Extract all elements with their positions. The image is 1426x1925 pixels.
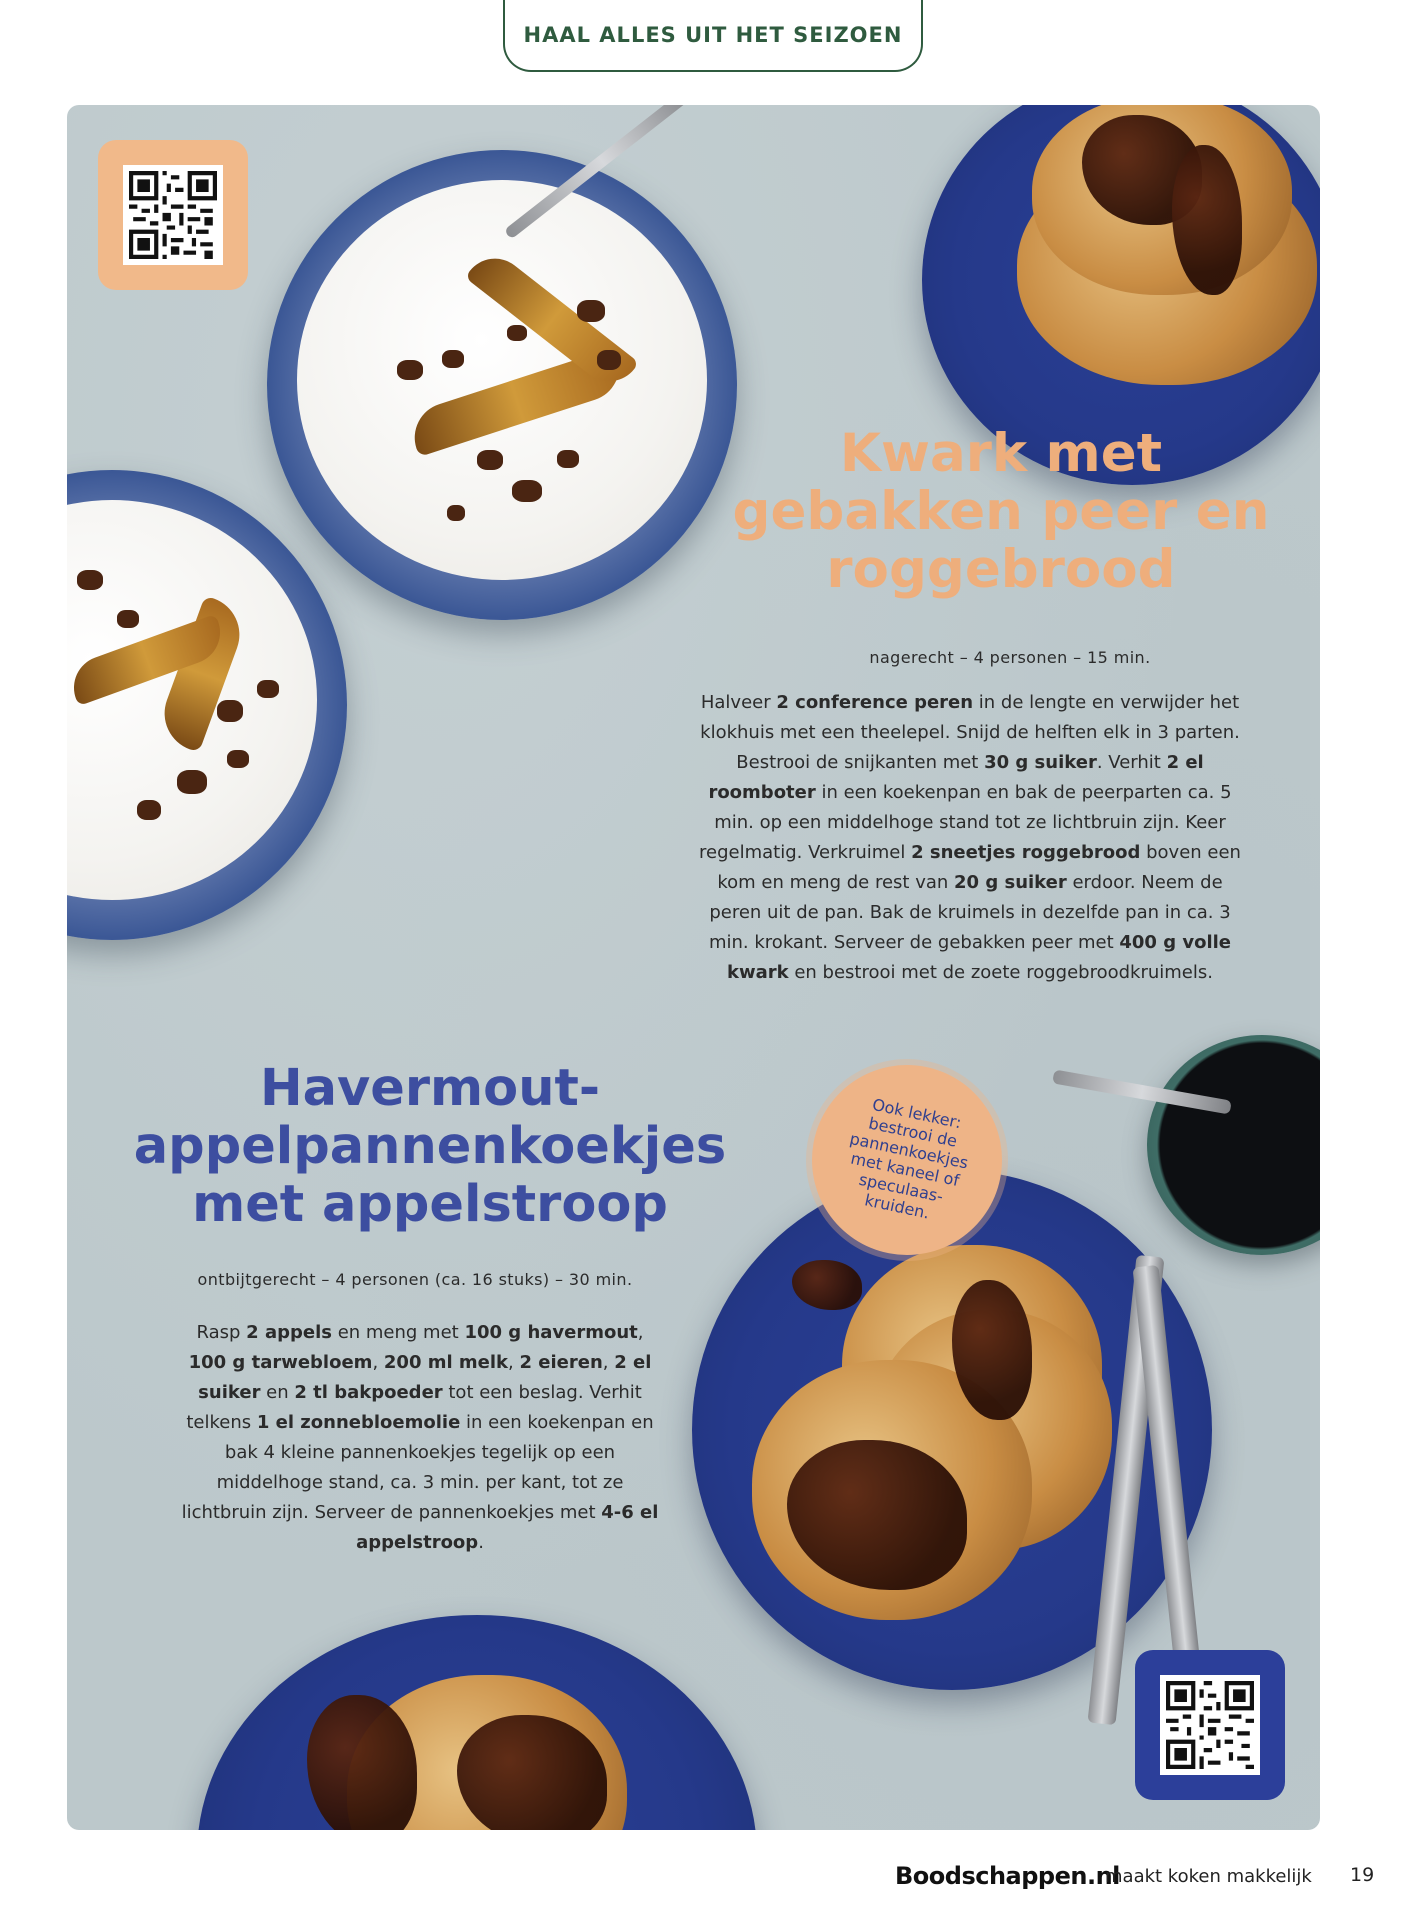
ingredient-bold: 200 ml melk xyxy=(383,1352,509,1373)
body-text-segment: en xyxy=(260,1382,295,1403)
ingredient-bold: 4-6 el appelstroop xyxy=(356,1502,659,1553)
body-text-segment: Rasp xyxy=(196,1322,247,1343)
qr-code-bottom[interactable] xyxy=(1135,1650,1285,1800)
recipe1-meta: nagerecht – 4 personen – 15 min. xyxy=(869,648,1151,667)
body-text-segment: . Verhit xyxy=(1096,752,1167,773)
body-text-segment: in een koekenpan en bak 4 kleine pannenkoekjes tegelijk op een middelhoge stand, ca. 3 min. per kant, tot ze lichtbruin zijn. Serveer de pannenkoekjes met xyxy=(181,1412,654,1523)
ingredient-bold: 2 tl bakpoeder xyxy=(294,1382,443,1403)
ingredient-bold: 20 g suiker xyxy=(954,872,1067,893)
ingredient-bold: 2 appels xyxy=(246,1322,332,1343)
body-text-segment: en meng met xyxy=(331,1322,465,1343)
body-text-segment: , xyxy=(372,1352,384,1373)
recipe1-body xyxy=(690,688,1250,988)
ingredient-bold: 2 eieren xyxy=(519,1352,603,1373)
kwark-bowl-top xyxy=(267,150,737,620)
recipe1-title: Kwark met gebakken peer en roggebrood xyxy=(732,423,1270,600)
body-text-segment: , xyxy=(508,1352,520,1373)
ingredient-bold: 30 g suiker xyxy=(984,752,1097,773)
ingredient-bold: 100 g tarwebloem xyxy=(188,1352,373,1373)
ingredient-bold: 2 el roomboter xyxy=(708,752,1204,803)
footer-tagline: maakt koken makkelijk xyxy=(1105,1866,1312,1887)
body-text-segment: boven een kom en meng de rest van xyxy=(717,842,1241,893)
ingredient-bold: 1 el zonnebloemolie xyxy=(256,1412,461,1433)
qr-code-icon xyxy=(1166,1681,1254,1769)
section-header-tab xyxy=(503,0,923,72)
ingredient-bold: 2 sneetjes roggebrood xyxy=(911,842,1141,863)
body-text-segment: erdoor. Neem de peren uit de pan. Bak de kruimels in dezelfde pan in ca. 3 min. krokant. Serveer de gebakken peer met xyxy=(708,872,1231,953)
tip-badge xyxy=(812,1065,1002,1255)
ingredient-bold: 2 el suiker xyxy=(198,1352,652,1403)
body-text-segment: , xyxy=(602,1352,615,1373)
body-text-segment: in een koekenpan en bak de peerparten ca. 5 min. op een middelhoge stand tot ze lichtbruin zijn. Keer regelmatig. Verkruimel xyxy=(699,782,1232,863)
section-header-label: HAAL ALLES UIT HET SEIZOEN xyxy=(523,23,903,47)
recipe2-title: Havermout-appelpannenkoekjes met appelstroop xyxy=(133,1059,727,1234)
page-number: 19 xyxy=(1350,1864,1375,1886)
qr-code-top[interactable] xyxy=(98,140,248,290)
recipe2-meta: ontbijtgerecht – 4 personen (ca. 16 stuks) – 30 min. xyxy=(197,1270,633,1289)
recipe2-body xyxy=(175,1318,665,1558)
qr-code-icon xyxy=(129,171,217,259)
ingredient-bold: 400 g volle kwark xyxy=(727,932,1231,983)
body-text-segment: tot een beslag. Verhit telkens xyxy=(186,1382,642,1433)
footer-brand-logo: Boodschappen.nl xyxy=(895,1862,1120,1890)
appelstroop-bowl xyxy=(1147,1035,1320,1255)
body-text-segment: in de lengte en verwijder het klokhuis met een theelepel. Snijd de helften elk in 3 parten. Bestrooi de snijkanten met xyxy=(700,692,1240,773)
ingredient-bold: 100 g havermout xyxy=(464,1322,638,1343)
body-text-segment: , xyxy=(637,1322,644,1343)
ingredient-bold: 2 conference peren xyxy=(776,692,974,713)
kwark-bowl-left xyxy=(67,470,347,940)
body-text-segment: Halveer xyxy=(700,692,777,713)
tip-badge-text: Ook lekker: bestrooi de pannenkoekjes met kaneel of speculaas- kruiden. xyxy=(848,1094,970,1223)
body-text-segment: . xyxy=(478,1532,484,1553)
body-text-segment: en bestrooi met de zoete roggebroodkruimels. xyxy=(788,962,1213,983)
pancake-plate-bottom xyxy=(197,1615,757,1830)
